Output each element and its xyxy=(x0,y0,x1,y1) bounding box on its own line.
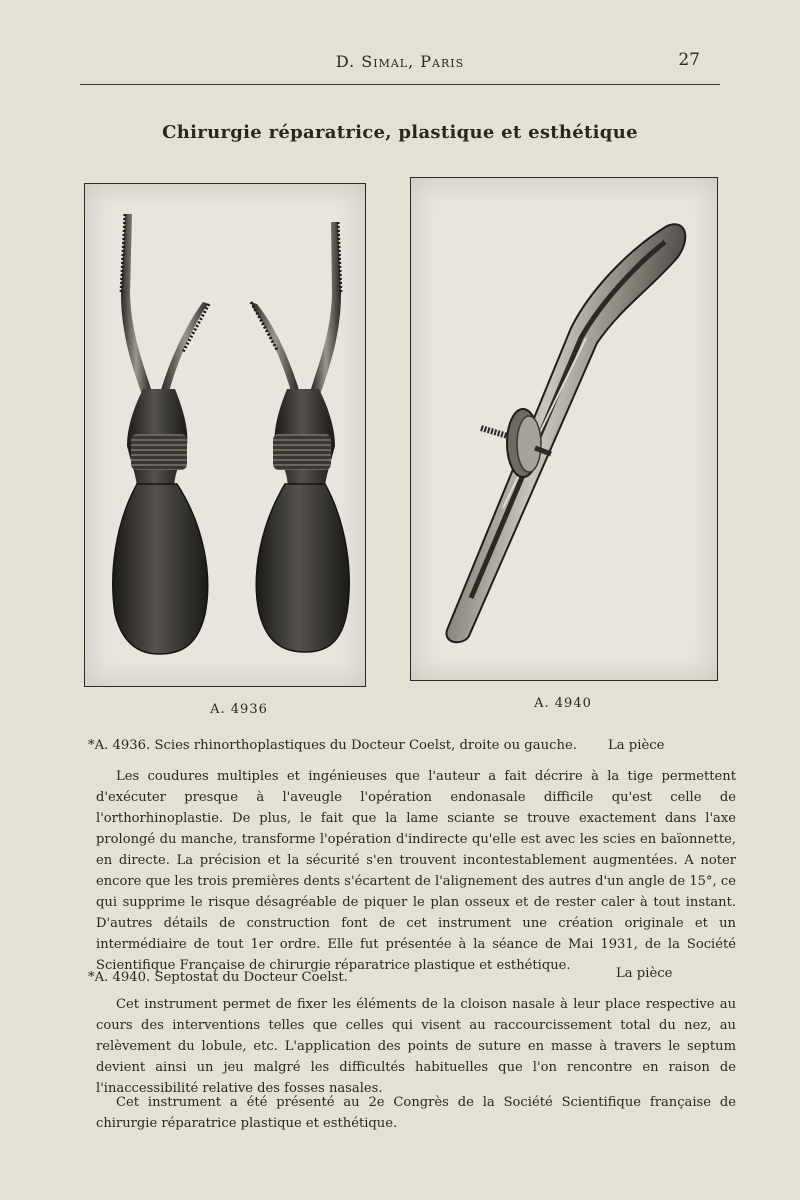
figure-rhinoplasty-saws xyxy=(84,183,366,687)
figure-caption: A. 4936 xyxy=(210,702,268,717)
header-rule xyxy=(80,84,720,85)
septostat-illustration xyxy=(411,178,717,680)
entry-price: La pièce xyxy=(608,738,665,753)
entry-heading xyxy=(88,966,720,985)
figure-septostat xyxy=(410,177,718,681)
section-title: Chirurgie réparatrice, plastique et esthétique xyxy=(162,122,638,143)
running-header xyxy=(80,50,720,74)
left-saw xyxy=(113,214,209,654)
entry-title: *A. 4940. Septostat du Docteur Coelst. xyxy=(88,970,348,985)
right-saw xyxy=(251,222,349,652)
figure-caption: A. 4940 xyxy=(534,696,592,711)
entry-description: Cet instrument a été présenté au 2e Congrès de la Société Scientifique française de chirurgie réparatrice plastique et esthétique. xyxy=(96,1095,736,1131)
septostat-instrument xyxy=(446,224,685,642)
publisher-name: D. Simal, Paris xyxy=(335,52,465,71)
rhinoplasty-saws-illustration xyxy=(85,184,365,686)
entry-title: *A. 4936. Scies rhinorthoplastiques du Docteur Coelst, droite ou gauche. xyxy=(88,738,577,753)
page-number: 27 xyxy=(678,50,700,70)
entry-price: La pièce xyxy=(616,966,673,981)
entry-description: Cet instrument permet de fixer les éléments de la cloison nasale à leur place respective au cours des interventions telles que celles qui visent au raccourcissement total du nez, au relèvement du lobule, etc. L'application des points de suture en masse à travers le septum devient ainsi un jeu malgré les difficultés habituelles que l'on rencontre en raison de l'inaccessibilité relative des fosses nasales. xyxy=(96,997,736,1096)
entry-description: Les coudures multiples et ingénieuses que l'auteur a fait décrire à la tige permettent d'exécuter presque à l'aveugle l'opération endonasale difficile qu'est celle de l'orthorhinoplastie. De plus, le fait que la lame sciante se trouve exactement dans l'axe prolongé du manche, transforme l'opération d'indirecte qu'elle est avec les scies en baïonnette, en directe. La précision et la sécurité s'en trouvent incontestablement augmentées. A noter encore que les trois premières dents s'écartent de l'alignement des autres d'un angle de 15°, ce qui supprime le risque désagréable de piquer le plan osseux et de rester caler à tout instant. D'autres détails de construction font de cet instrument une création originale et un intermédiaire de tout 1er ordre. Elle fut présentée à la séance de Mai 1931, de la Société Scientifique Française de chirurgie réparatrice plastique et esthétique. xyxy=(96,769,736,973)
entry-heading xyxy=(88,738,720,753)
